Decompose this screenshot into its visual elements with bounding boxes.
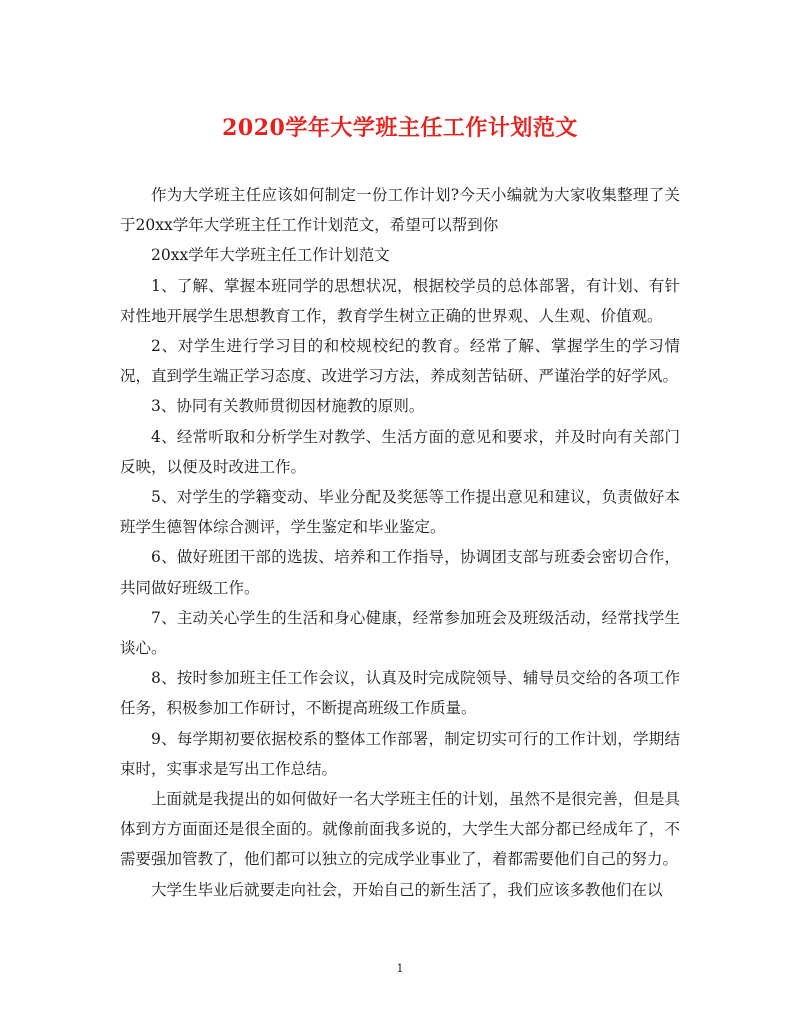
- document-body: [120, 180, 680, 905]
- item-1-paragraph: 1、了解、掌握本班同学的思想状况，根据校学员的总体部署，有计划、有针对性地开展学生思想教育工作，教育学生树立正确的世界观、人生观、价值观。: [120, 276, 680, 325]
- subtitle-paragraph: 20xx学年大学班主任工作计划范文: [151, 246, 390, 265]
- page-number: 1: [396, 962, 404, 975]
- item-3-paragraph: 3、协同有关教师贯彻因材施教的原则。: [151, 397, 425, 416]
- document-title: 2020学年大学班主任工作计划范文: [222, 115, 578, 141]
- item-5-paragraph: 5、对学生的学籍变动、毕业分配及奖惩等工作提出意见和建议，负责做好本班学生德智体综合测评，学生鉴定和毕业鉴定。: [120, 488, 680, 537]
- item-6-paragraph: 6、做好班团干部的选拔、培养和工作指导，协调团支部与班委会密切合作，共同做好班级工作。: [120, 548, 680, 597]
- item-9-paragraph: 9、每学期初要依据校系的整体工作部署，制定切实可行的工作计划，学期结束时，实事求是写出工作总结。: [120, 729, 680, 778]
- item-8-paragraph: 8、按时参加班主任工作会议，认真及时完成院领导、辅导员交给的各项工作任务，积极参加工作研讨，不断提高班级工作质量。: [120, 669, 680, 718]
- closing-paragraph: 大学生毕业后就要走向社会，开始自己的新生活了，我们应该多教他们在以: [151, 880, 663, 899]
- item-4-paragraph: 4、经常听取和分析学生对教学、生活方面的意见和要求，并及时向有关部门反映，以便及时改进工作。: [120, 427, 680, 476]
- intro-paragraph: 作为大学班主任应该如何制定一份工作计划?今天小编就为大家收集整理了关于20xx学年大学班主任工作计划范文，希望可以帮到你: [120, 186, 680, 235]
- summary-paragraph: 上面就是我提出的如何做好一名大学班主任的计划，虽然不是很完善，但是具体到方方面面还是很全面的。就像前面我多说的，大学生大部分都已经成年了，不需要强加管教了，他们都可以独立的完成学业事业了，着都需要他们自己的努力。: [120, 790, 680, 869]
- item-7-paragraph: 7、主动关心学生的生活和身心健康，经常参加班会及班级活动，经常找学生谈心。: [120, 608, 680, 658]
- item-2-paragraph: 2、对学生进行学习目的和校规校纪的教育。经常了解、掌握学生的学习情况，直到学生端正学习态度、改进学习方法，养成刻苦钻研、严谨治学的好学风。: [120, 337, 680, 386]
